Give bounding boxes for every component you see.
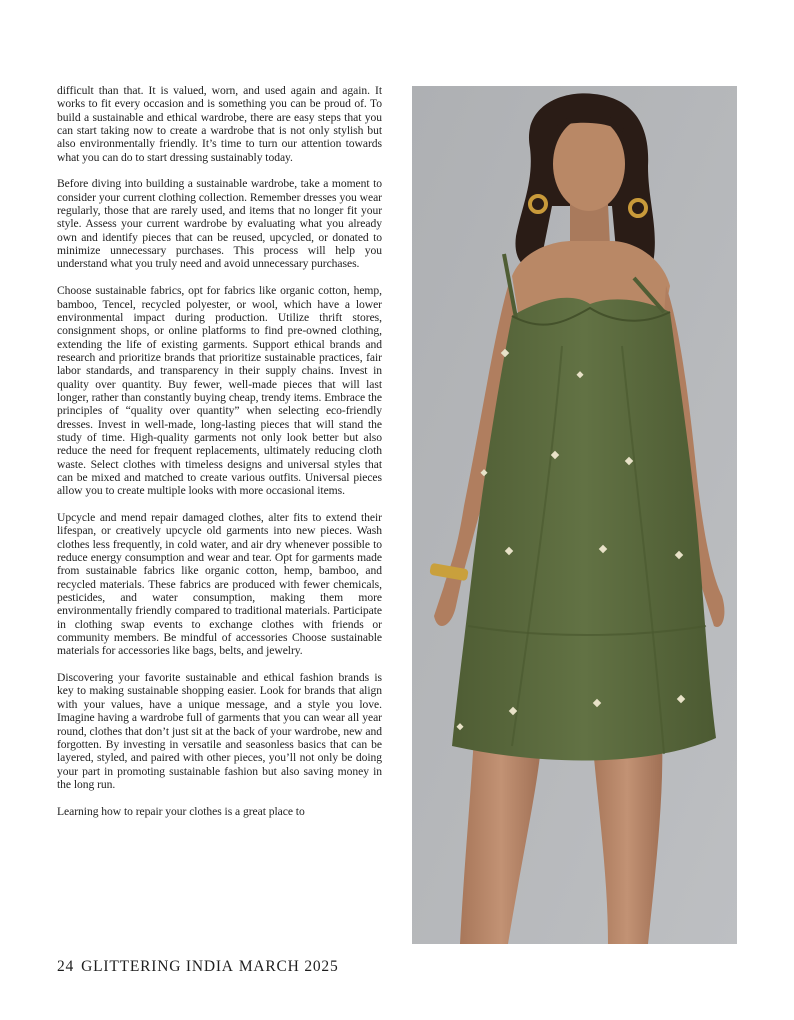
article-body [57,84,382,818]
magazine-title: GLITTERING INDIA [81,958,234,975]
article-paragraph-6: Learning how to repair your clothes is a great place to [57,804,305,818]
page-footer [57,958,339,976]
page-number: 24 [57,958,75,975]
face [553,117,625,211]
fashion-photo [412,86,737,944]
article-paragraph-2: Before diving into building a sustainable wardrobe, take a moment to consider your current clothing collection. Remember dresses you wear regularly, those that are rarely used, and items that no longer fit your style. Assess your current wardrobe by evaluating what you already own and identify pieces that can be reused, upcycled, or donated to minimize unnecessary purchases. This process will help you understand what you truly need and avoid unnecessary purchases. [57,177,382,271]
article-paragraph-3: Choose sustainable fabrics, opt for fabrics like organic cotton, hemp, bamboo, Tencel, recycled polyester, or wool, which have a lower environmental impact during production. Utilize thrift stores, consignment shops, or online platforms to find pre-owned clothing, extending the life of existing garments. Support ethical brands and research and prioritize brands that prioritize sustainable practices, fair labor standards, and transparency in their supply chains. Invest in quality over quantity. Buy fewer, well-made pieces that will last longer, rather than constantly buying cheap, trendy items. Embrace the principles of “quality over quantity” when selecting eco-friendly dresses. Invest in well-made, long-lasting pieces that will stand the study of time. High-quality garments not only look better but also reduce the need for frequent replacements, ultimately reducing cloth waste. Select clothes with timeless designs and universal styles that can be mixed and matched to create various outfits. Universal pieces allow you to create multiple looks with more occasional items. [57,284,382,498]
article-paragraph-1: difficult than that. It is valued, worn, and used again and again. It works to fit every occasion and is something you can be proud of. To build a sustainable and ethical wardrobe, there are easy steps that you can start taking now to create a wardrobe that is not only stylish but also environmentally friendly. It’s time to turn our attention towards what you can do to start dressing sustainably today. [57,84,382,164]
model-illustration [412,86,737,944]
article-paragraph-5: Discovering your favorite sustainable and ethical fashion brands is key to making sustainable shopping easier. Look for brands that align with your values, have a unique message, and a style you love. Imagine having a wardrobe full of garments that you can wear all year round, clothes that don’t just sit at the back of your wardrobe, new and forgotten. By investing in versatile and seasonless basics that can be layered, styled, and paired with other pieces, you’ll not only be doing your part in promoting sustainable fashion but also saving money in the long run. [57,671,382,791]
article-paragraph-4: Upcycle and mend repair damaged clothes, alter fits to extend their lifespan, or creatively upcycle old garments into new pieces. Wash clothes less frequently, in cold water, and air dry whenever possible to reduce energy consumption and wear and tear. Opt for garments made from sustainable fabrics like organic cotton, hemp, bamboo, and recycled materials. These fabrics are produced with fewer chemicals, pesticides, and water consumption, making them more environmentally friendly compared to traditional materials. Participate in clothing swap events to exchange clothes with friends or community members. Be mindful of accessories Choose sustainable materials for accessories like bags, belts, and jewelry. [57,511,382,658]
issue-date: MARCH 2025 [238,958,339,975]
